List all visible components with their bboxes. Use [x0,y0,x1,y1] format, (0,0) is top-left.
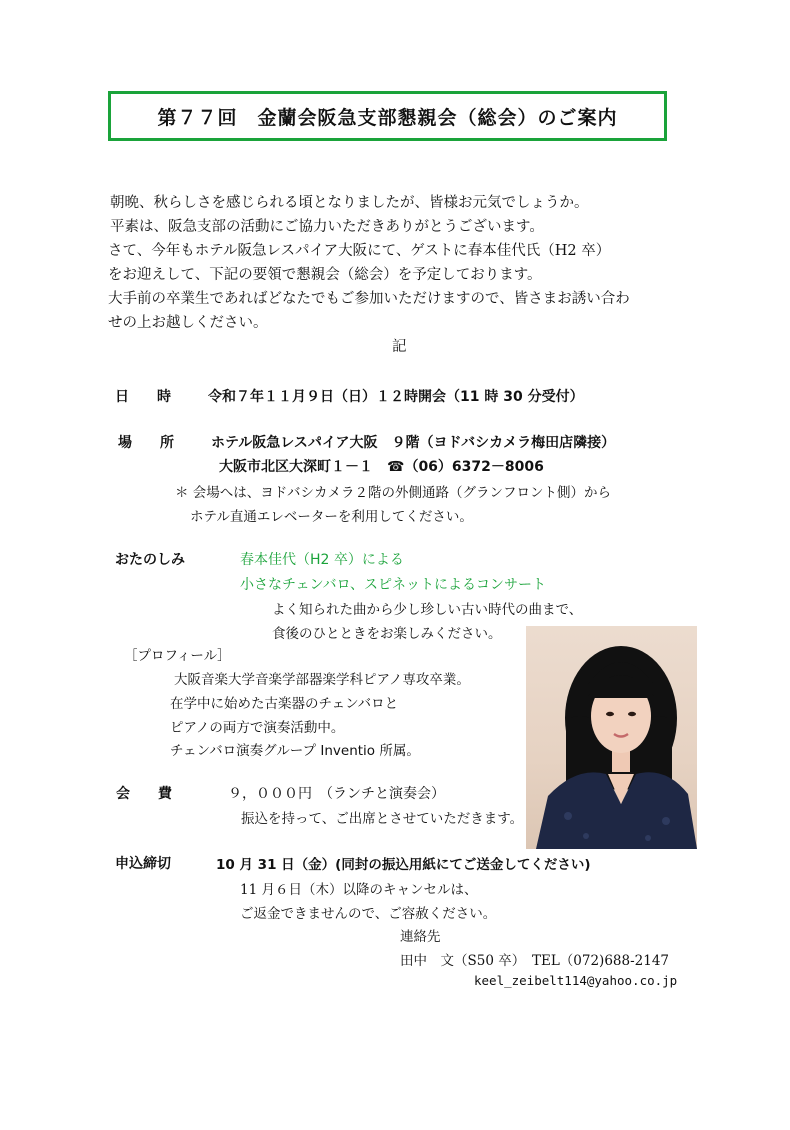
portrait-illustration [526,626,697,849]
performer-photo [526,626,697,849]
title-box [108,91,667,141]
venue-name: ホテル阪急レスパイア大阪 ９階（ヨドバシカメラ梅田店隣接） [211,435,616,451]
program-concert: 小さなチェンバロ、スピネットによるコンサート [240,577,547,593]
fee-label: 会 費 [116,786,172,802]
intro-line: 平素は、阪急支部の活動にご協力いただきありがとうございます。 [110,219,544,235]
fee-value: ９，０００円 （ランチと演奏会） [228,786,445,802]
datetime-value: 令和７年１１月９日（日）１２時開会（11 時 30 分受付） [208,389,584,405]
deadline-value: 10 月 31 日（金）(同封の振込用紙にてご送金してください) [216,857,591,873]
intro-line: 朝晩、秋らしさを感じられる頃となりましたが、皆様お元気でしょうか。 [110,195,589,211]
venue-note: ホテル直通エレベーターを利用してください。 [190,509,473,525]
program-desc: 食後のひとときをお楽しみください。 [272,626,502,642]
contact-label: 連絡先 [400,929,441,945]
venue-note: ＊ 会場へは、ヨドバシカメラ２階の外側通路（グランフロント側）から [175,485,612,501]
profile-line: 在学中に始めた古楽器のチェンバロと [170,696,399,712]
contact-line: 田中 文（S50 卒） TEL（072)688-2147 [400,953,670,969]
program-label: おたのしみ [115,552,185,568]
profile-line: チェンバロ演奏グループ Inventio 所属。 [170,743,420,759]
profile-label: ［プロフィール］ [124,648,231,664]
intro-line: さて、今年もホテル阪急レスパイア大阪にて、ゲストに春本佳代氏（H2 卒） [108,243,611,259]
contact-email: keel_zeibelt114@yahoo.co.jp [474,973,678,988]
program-performer: 春本佳代（H2 卒）による [240,552,404,568]
program-desc: よく知られた曲から少し珍しい古い時代の曲まで、 [272,602,583,618]
profile-line: ピアノの両方で演奏活動中。 [170,720,345,736]
venue-label: 場 所 [118,435,174,451]
datetime-label: 日 時 [115,389,171,405]
intro-line: 大手前の卒業生であればどなたでもご参加いただけますので、皆さまお誘い合わ [108,291,630,307]
fee-note: 振込を持って、ご出席とさせていただきます。 [241,811,524,827]
profile-line: 大阪音楽大学音楽学部器楽学科ピアノ専攻卒業。 [174,672,470,688]
deadline-label: 申込締切 [115,856,171,872]
intro-line: をお迎えして、下記の要領で懇親会（総会）を予定しております。 [108,267,542,283]
venue-address: 大阪市北区大深町１－１ ☎（06）6372－8006 [219,459,544,475]
page-title: 第７７回 金蘭会阪急支部懇親会（総会）のご案内 [157,106,618,129]
deadline-note: ご返金できませんので、ご容赦ください。 [240,906,497,922]
ki-heading: 記 [392,339,407,355]
intro-line: せの上お越しください。 [108,315,268,331]
deadline-note: 11 月６日（木）以降のキャンセルは、 [240,882,478,898]
